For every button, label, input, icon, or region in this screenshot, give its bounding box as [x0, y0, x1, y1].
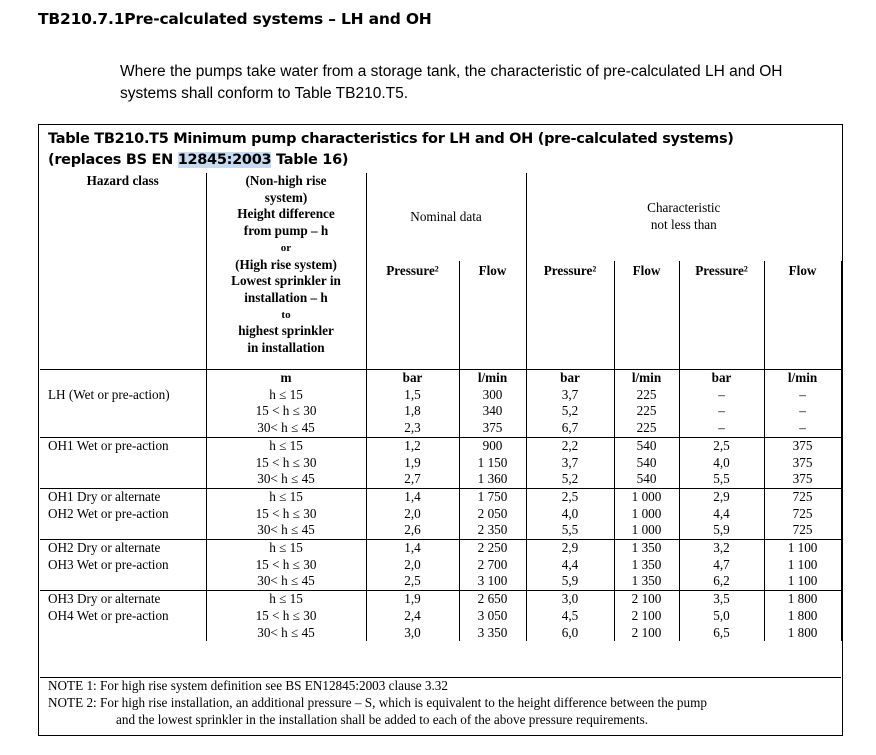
- value-cell: 300: [459, 387, 526, 404]
- note-2-line-2: and the lowest sprinkler in the installation shall be added to each of the above pressure requirements.: [116, 711, 649, 727]
- unit-cell: l/min: [614, 370, 679, 387]
- value-cell: 2,7: [366, 471, 459, 488]
- units-blank: [40, 370, 206, 387]
- value-cell: 2,2: [526, 437, 614, 454]
- hazard-class-label: OH3 Dry or alternate: [48, 591, 161, 607]
- value-cell: 2,5: [679, 437, 764, 454]
- value-cell: 2,0: [366, 506, 459, 523]
- value-cell: 2,9: [679, 488, 764, 505]
- value-cell: 2,9: [526, 540, 614, 557]
- height-header-line: system): [264, 189, 308, 205]
- pump-characteristics-table: [40, 173, 842, 641]
- table-notes: [40, 677, 841, 728]
- value-cell: –: [764, 387, 841, 404]
- value-cell: 4,5: [526, 608, 614, 625]
- value-cell: 3 100: [459, 573, 526, 590]
- hazard-class-cell: [40, 591, 206, 642]
- value-cell: 2 100: [614, 591, 679, 608]
- value-cell: 2,0: [366, 557, 459, 574]
- value-cell: 1 350: [614, 540, 679, 557]
- table-row: [40, 437, 841, 454]
- value-cell: 3,0: [366, 625, 459, 642]
- value-cell: 375: [764, 437, 841, 454]
- characteristic-line-1: Characteristic: [647, 200, 721, 216]
- caption-line-2: [48, 150, 734, 171]
- value-cell: 1 800: [764, 608, 841, 625]
- hazard-class-label: OH1 Wet or pre-action: [48, 437, 169, 453]
- table-row: [40, 591, 841, 608]
- note-2-line-1: NOTE 2: For high rise installation, an additional pressure – S, which is equivalent to the height difference between the pump: [48, 694, 707, 710]
- value-cell: 5,0: [679, 608, 764, 625]
- value-cell: 1,2: [366, 437, 459, 454]
- value-cell: 2,6: [366, 522, 459, 539]
- value-cell: 2 250: [459, 540, 526, 557]
- section-heading: TB210.7.1Pre-calculated systems – LH and OH: [38, 10, 432, 28]
- value-cell: 2,5: [526, 488, 614, 505]
- value-cell: 5,2: [526, 471, 614, 488]
- height-range-cell: h ≤ 15: [206, 387, 366, 404]
- value-cell: 1 000: [614, 506, 679, 523]
- height-header-line: installation – h: [244, 289, 328, 305]
- hazard-class-header: Hazard class: [86, 173, 159, 188]
- unit-cell: bar: [526, 370, 614, 387]
- height-header-line: (Non-high rise: [245, 173, 327, 188]
- highlighted-text: 12845:2003: [177, 152, 272, 168]
- height-range-cell: 15 < h ≤ 30: [206, 455, 366, 472]
- note-1: NOTE 1: For high rise system definition see BS EN12845:2003 clause 3.32: [48, 678, 448, 693]
- value-cell: 2,5: [366, 573, 459, 590]
- char-flow2-header: Flow: [764, 261, 841, 370]
- value-cell: 3,5: [679, 591, 764, 608]
- unit-cell: bar: [366, 370, 459, 387]
- value-cell: –: [764, 420, 841, 437]
- value-cell: 4,7: [679, 557, 764, 574]
- value-cell: 540: [614, 455, 679, 472]
- value-cell: 375: [764, 455, 841, 472]
- unit-cell: m: [206, 370, 366, 387]
- height-range-cell: 30< h ≤ 45: [206, 573, 366, 590]
- value-cell: 1 800: [764, 591, 841, 608]
- height-header-line: to: [281, 308, 291, 321]
- height-range-cell: 30< h ≤ 45: [206, 471, 366, 488]
- table-row: [40, 387, 841, 404]
- value-cell: 725: [764, 488, 841, 505]
- value-cell: 3,7: [526, 455, 614, 472]
- table-row: [40, 540, 841, 557]
- caption-text: (replaces BS EN: [48, 152, 178, 168]
- value-cell: 4,0: [526, 506, 614, 523]
- height-header-line: highest sprinkler: [238, 323, 334, 339]
- value-cell: –: [679, 420, 764, 437]
- value-cell: 225: [614, 387, 679, 404]
- value-cell: –: [679, 403, 764, 420]
- value-cell: 5,2: [526, 403, 614, 420]
- value-cell: 4,0: [679, 455, 764, 472]
- value-cell: 2 100: [614, 625, 679, 642]
- value-cell: 3,0: [526, 591, 614, 608]
- value-cell: 1 360: [459, 471, 526, 488]
- table-row: [40, 488, 841, 505]
- value-cell: 2 700: [459, 557, 526, 574]
- char-pressure-header: Pressure²: [526, 261, 614, 370]
- height-header-line: (High rise system): [235, 256, 337, 272]
- value-cell: 5,9: [526, 573, 614, 590]
- value-cell: 1 750: [459, 488, 526, 505]
- height-range-cell: h ≤ 15: [206, 591, 366, 608]
- value-cell: 3,7: [526, 387, 614, 404]
- value-cell: 5,5: [526, 522, 614, 539]
- height-header-line: Lowest sprinkler in: [231, 273, 341, 289]
- value-cell: 725: [764, 506, 841, 523]
- value-cell: 225: [614, 403, 679, 420]
- height-range-cell: 15 < h ≤ 30: [206, 557, 366, 574]
- hazard-class-cell: [40, 488, 206, 539]
- value-cell: 6,0: [526, 625, 614, 642]
- char-pressure2-header: Pressure²: [679, 261, 764, 370]
- height-range-cell: 30< h ≤ 45: [206, 625, 366, 642]
- value-cell: 3,2: [679, 540, 764, 557]
- value-cell: 1 350: [614, 557, 679, 574]
- value-cell: –: [764, 403, 841, 420]
- hazard-class-label: OH1 Dry or alternate: [48, 488, 161, 504]
- value-cell: 1 150: [459, 455, 526, 472]
- hazard-class-cell: [40, 387, 206, 438]
- height-range-cell: 15 < h ≤ 30: [206, 608, 366, 625]
- value-cell: 1 100: [764, 573, 841, 590]
- value-cell: 375: [764, 471, 841, 488]
- value-cell: 2 350: [459, 522, 526, 539]
- height-range-cell: 15 < h ≤ 30: [206, 403, 366, 420]
- value-cell: 1 000: [614, 488, 679, 505]
- height-range-cell: h ≤ 15: [206, 488, 366, 505]
- value-cell: 540: [614, 471, 679, 488]
- nominal-data-header: Nominal data: [366, 173, 526, 261]
- value-cell: 2 100: [614, 608, 679, 625]
- height-range-cell: h ≤ 15: [206, 540, 366, 557]
- value-cell: 5,9: [679, 522, 764, 539]
- characteristic-header: [526, 173, 841, 261]
- height-range-cell: 15 < h ≤ 30: [206, 506, 366, 523]
- value-cell: 375: [459, 420, 526, 437]
- value-cell: 5,5: [679, 471, 764, 488]
- value-cell: 1,9: [366, 591, 459, 608]
- value-cell: 540: [614, 437, 679, 454]
- intro-paragraph: Where the pumps take water from a storage tank, the characteristic of pre-calculated LH and OH systems shall conform to Table TB210.T5.: [120, 63, 783, 102]
- value-cell: 1 350: [614, 573, 679, 590]
- value-cell: 1,4: [366, 540, 459, 557]
- value-cell: 2,4: [366, 608, 459, 625]
- value-cell: 6,7: [526, 420, 614, 437]
- hazard-class-label: OH2 Dry or alternate: [48, 540, 161, 556]
- value-cell: 340: [459, 403, 526, 420]
- value-cell: 1,4: [366, 488, 459, 505]
- height-header-line: from pump – h: [243, 223, 329, 239]
- value-cell: 1 100: [764, 540, 841, 557]
- caption-text: Table 16): [271, 152, 349, 168]
- value-cell: 1,5: [366, 387, 459, 404]
- value-cell: –: [679, 387, 764, 404]
- height-header-line: in installation: [247, 340, 325, 356]
- hazard-class-label: OH3 Wet or pre-action: [48, 556, 169, 572]
- value-cell: 225: [614, 420, 679, 437]
- value-cell: 2,3: [366, 420, 459, 437]
- value-cell: 725: [764, 522, 841, 539]
- height-header-line: Height difference: [237, 206, 335, 222]
- value-cell: 3 350: [459, 625, 526, 642]
- unit-cell: l/min: [459, 370, 526, 387]
- height-range-cell: 30< h ≤ 45: [206, 420, 366, 437]
- hazard-class-label: OH4 Wet or pre-action: [48, 607, 169, 623]
- value-cell: 1 000: [614, 522, 679, 539]
- value-cell: 2 650: [459, 591, 526, 608]
- value-cell: 6,2: [679, 573, 764, 590]
- value-cell: 2 050: [459, 506, 526, 523]
- value-cell: 1,8: [366, 403, 459, 420]
- caption-line-1: Table TB210.T5 Minimum pump characteristics for LH and OH (pre-calculated systems): [48, 131, 734, 147]
- table-caption: [48, 129, 734, 171]
- nominal-flow-header: Flow: [459, 261, 526, 370]
- height-range-cell: 30< h ≤ 45: [206, 522, 366, 539]
- unit-cell: bar: [679, 370, 764, 387]
- char-flow-header: Flow: [614, 261, 679, 370]
- value-cell: 4,4: [526, 557, 614, 574]
- value-cell: 6,5: [679, 625, 764, 642]
- height-header: [206, 173, 366, 370]
- hazard-class-label: LH (Wet or pre-action): [48, 386, 170, 402]
- value-cell: 1,9: [366, 455, 459, 472]
- value-cell: 3 050: [459, 608, 526, 625]
- hazard-class-cell: [40, 437, 206, 488]
- value-cell: 4,4: [679, 506, 764, 523]
- hazard-class-cell: [40, 540, 206, 591]
- hazard-class-label: OH2 Wet or pre-action: [48, 505, 169, 521]
- value-cell: 900: [459, 437, 526, 454]
- height-range-cell: h ≤ 15: [206, 437, 366, 454]
- value-cell: 1 100: [764, 557, 841, 574]
- unit-cell: l/min: [764, 370, 841, 387]
- units-row: [40, 370, 841, 387]
- height-header-line: or: [280, 241, 292, 254]
- value-cell: 1 800: [764, 625, 841, 642]
- characteristic-line-2: not less than: [650, 217, 717, 232]
- nominal-pressure-header: Pressure²: [366, 261, 459, 370]
